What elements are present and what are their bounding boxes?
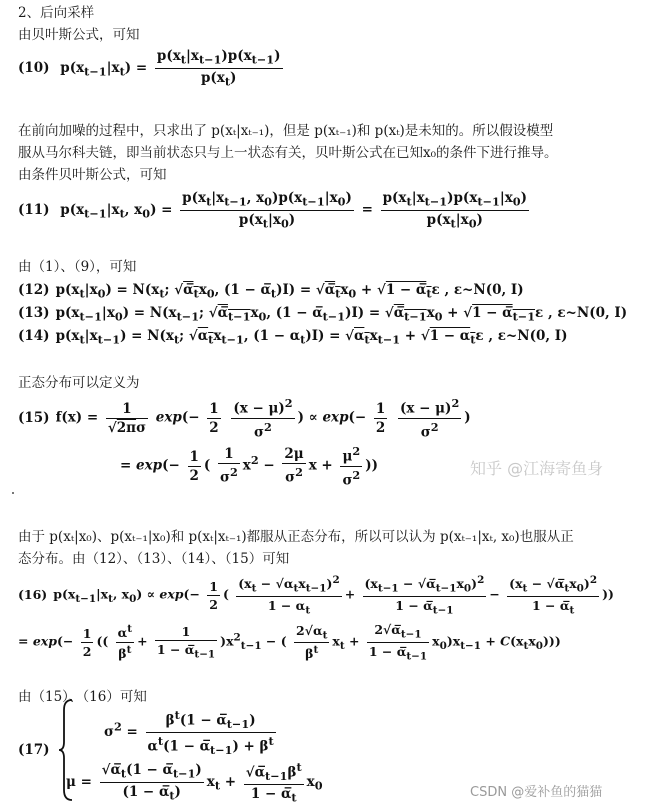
equation-10: (10) $p(x_{t-1}|x_t)$ = $\frac{p(x_t|x_{t-1})p(x_{t-1})}{p(x_t)}$: [18, 48, 281, 89]
equation-17-line-2: μ = $\frac{√\alpha̅_t(1 - \alpha̅_{t-1})}{(1 - \alpha̅_t)}$ $x_t$ + $\frac{√\alpha̅_{t-1}\beta^t}{1 - \alpha̅_t}$ $x_0$: [66, 760, 323, 805]
paragraph-1-line-3: 由条件贝叶斯公式，可知: [18, 167, 167, 183]
eq10-number: (10): [18, 59, 50, 76]
equation-12: (12) $p(x_t|x_0) = N(x_t$; $√\alpha̅_tx_0$, $(1 - \alpha̅_t)I$) = $√\alpha̅_tx_0 + √1$ − $\alpha̅_t\varepsilon$ , ε~N(0, I): [18, 282, 524, 301]
paragraph-2-line-1: 由于 p(xₜ|x₀)、p(xₜ₋₁|x₀)和 p(xₜ|xₜ₋₁)都服从正态分布，所以可以认为 p(xₜ₋₁|xₜ, x₀)也服从正: [18, 529, 574, 545]
paragraph-1-line-1: 在前向加噪的过程中，只求出了 p(xₜ|xₜ₋₁)，但是 p(xₜ₋₁)和 p(xₜ)是未知的。所以假设模型: [18, 123, 554, 139]
equation-15-line-1: (15) f(x) = $\frac{1}{√2\pi\sigma}$ exp(− $\frac{1}{2}$ $\frac{(x - \mu)^2}{\sigma^2}$ ) ∝ exp(− $\frac{1}{2}$ $\frac{(x - \mu)^2}{\sigma^2}$ ): [18, 396, 471, 440]
csdn-watermark: CSDN @爱补鱼的猫猫: [470, 785, 603, 800]
section-title: 2、后向采样: [18, 5, 95, 21]
paragraph-2-line-2: 态分布。由（12）、（13）、（14）、（15）可知: [18, 551, 290, 567]
intro-text: 由贝叶斯公式，可知: [18, 27, 140, 43]
from-1-9-text: 由（1）、（9），可知: [18, 259, 137, 275]
equation-16-line-1: (16) $p(x_{t-1}|x_t$, $x_0) \propto \exp(-$ $\frac{1}{2}$ ( $\frac{(x_t - √\alpha_tx_{t-1})^2}{1 - \alpha_t}$ + $\frac{(x_{t-1} - √\alpha̅_{t-1}x_0)^2}{1 - \alpha̅_{t-1}}$ − $\frac{(x_t - √\alpha̅_tx_0)^2}{1 - \alpha̅_t}$ )): [18, 574, 614, 617]
paragraph-1-line-2: 服从马尔科夫链，即当前状态只与上一状态有关，贝叶斯公式在已知x₀的条件下进行推导。: [18, 145, 558, 161]
normal-distribution-text: 正态分布可以定义为: [18, 375, 140, 391]
from-15-16-text: 由（15）、（16）可知: [18, 689, 147, 705]
equation-15-line-2: = exp(− $\frac{1}{2}$ ( $\frac{1}{\sigma^2}$ $x^2$ − $\frac{2\mu}{\sigma^2}$ x + $\frac{\mu^2}{\sigma^2}$ )): [120, 444, 379, 488]
equation-13: (13) $p(x_{t-1}|x_0) = N(x_{t-1}$; $√\alpha̅_{t-1}x_0$, $(1 - \alpha̅_{t-1})I$) = $√\alpha̅_{t-1}x_0 + √1$ − $\alpha̅_{t-1}\varepsilon$ , ε~N(0, I): [18, 305, 628, 324]
stray-dot: [12, 492, 14, 494]
equation-11: (11) $p(x_{t-1}|x_t$, $x_0$) = $\frac{p(x_t|x_{t-1}, x_0)p(x_{t-1}|x_0)}{p(x_t|x_0)}$ = $\frac{p(x_t|x_{t-1})p(x_{t-1}|x_0)}{p(x_t|x_0)}$: [18, 190, 528, 231]
zhihu-watermark: 知乎 @江海寄鱼身: [470, 459, 604, 478]
equation-14: (14) $p(x_t|x_{t-1}) = N(x_t$; $√\alpha_tx_{t-1}$, $(1 - \alpha_t)I) = √\alpha_tx_{t-1} + √1 - \alpha_t\varepsilon$ , ε~N(0, I): [18, 328, 568, 347]
equation-17-line-1: $\sigma^2$ = $\frac{\beta^t(1 - \alpha̅_{t-1})}{\alpha^t(1 - \alpha̅_{t-1}) + \beta^t}$: [104, 708, 274, 758]
equation-17-number: (17): [18, 742, 50, 758]
equation-16-line-2: = exp(− $\frac{1}{2}$ (( $\frac{\alpha^t}{\beta^t}$ + $\frac{1}{1 - \alpha̅_{t-1}}$ )$x^2_{t-1}$ − ( $\frac{2√\alpha_t}{\beta^t}$ $x_t$ + $\frac{2√\alpha̅_{t-1}}{1 - \alpha̅_{t-1}}$ $x_0)x_{t-1} + C(x_tx_0)$)): [18, 622, 561, 662]
